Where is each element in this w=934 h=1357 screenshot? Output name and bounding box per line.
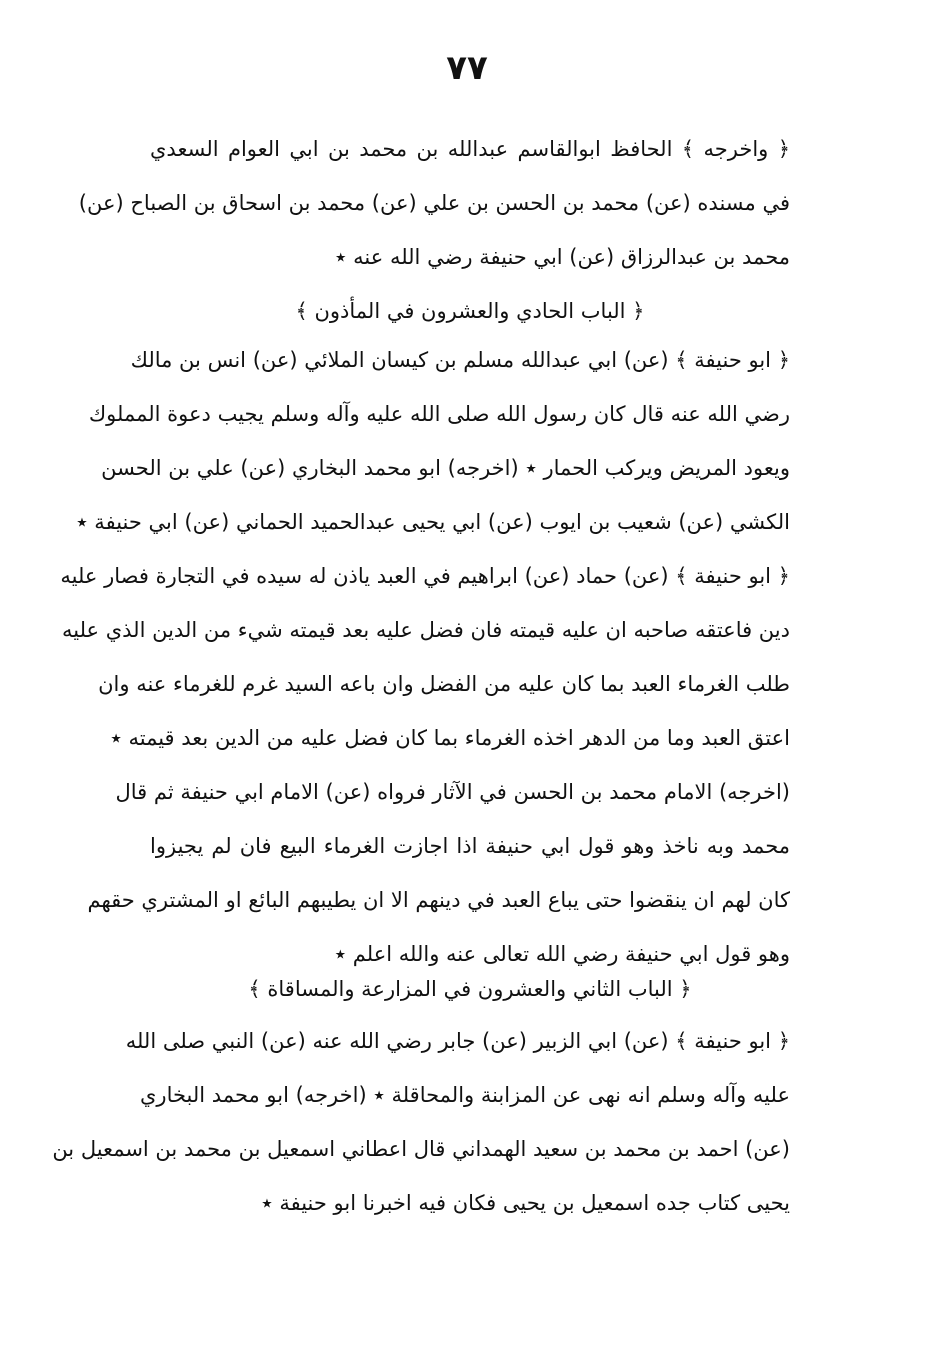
section-1-text: [78, 122, 790, 284]
text-line: (اخرجه) الامام محمد بن الحسن في الآثار فرواه (عن) الامام ابي حنيفة ثم قال: [115, 780, 790, 804]
section-3-text: [52, 1014, 790, 1230]
text-line: دين فاعتقه صاحبه ان عليه قيمته فان فضل عليه بعد قيمته شيء من الدين الذي عليه: [61, 618, 790, 642]
text-line: اعتق العبد وما من الدهر اخذه الغرماء بما كان فضل عليه من الدين بعد قيمته ٭: [110, 726, 790, 750]
text-line: محمد بن عبدالرزاق (عن) ابي حنيفة رضي الله عنه ٭: [335, 245, 790, 269]
text-line: وهو قول ابي حنيفة رضي الله تعالى عنه والله اعلم ٭: [334, 942, 790, 966]
text-line: محمد وبه ناخذ وهو قول ابي حنيفة اذا اجازت الغرماء البيع فان لم يجيزوا: [150, 834, 790, 858]
text-line: كان لهم ان ينقضوا حتى يباع العبد في دينهم الا ان يطيبهم البائع او المشتري حقهم: [87, 888, 790, 912]
text-line: رضي الله عنه قال كان رسول الله صلى الله عليه وآله وسلم يجيب دعوة المملوك: [88, 402, 790, 426]
text-line: في مسنده (عن) محمد بن الحسن بن علي (عن) محمد بن اسحاق بن الصباح (عن): [78, 191, 790, 215]
page-number: ٧٧: [446, 48, 488, 88]
text-line: عليه وآله وسلم انه نهى عن المزابنة والمحاقلة ٭ (اخرجه) ابو محمد البخاري: [140, 1083, 790, 1107]
chapter-heading-2-wrap: [150, 962, 790, 1016]
text-line: ﴿ ابو حنيفة ﴾ (عن) حماد (عن) ابراهيم في العبد ياذن له سيده في التجارة فصار عليه: [60, 564, 790, 588]
text-line: ويعود المريض ويركب الحمار ٭ (اخرجه) ابو محمد البخاري (عن) علي بن الحسن: [101, 456, 790, 480]
text-line: ﴿ ابو حنيفة ﴾ (عن) ابي الزبير (عن) جابر رضي الله عنه (عن) النبي صلى الله: [125, 1029, 790, 1053]
section-2-text: [60, 333, 790, 981]
chapter-heading: ﴿ الباب الثاني والعشرون في المزارعة والمساقاة ﴾: [248, 977, 692, 1001]
text-line: ﴿ واخرجه ﴾ الحافظ ابوالقاسم عبدالله بن محمد بن ابي العوام السعدي: [150, 137, 790, 161]
text-line: الكشي (عن) شعيب بن ايوب (عن) ابي يحيى عبدالحميد الحماني (عن) ابي حنيفة ٭: [76, 510, 790, 534]
chapter-heading: ﴿ الباب الحادي والعشرون في المأذون ﴾: [295, 299, 645, 323]
text-line: يحيى كتاب جده اسمعيل بن يحيى فكان فيه اخبرنا ابو حنيفة ٭: [261, 1191, 790, 1215]
chapter-heading-1-wrap: [150, 284, 790, 338]
text-line: ﴿ ابو حنيفة ﴾ (عن) ابي عبدالله مسلم بن كيسان الملائي (عن) انس بن مالك: [130, 348, 790, 372]
text-line: (عن) احمد بن محمد بن سعيد الهمداني قال اعطاني اسمعيل بن محمد بن اسمعيل بن: [52, 1137, 790, 1161]
text-line: طلب الغرماء العبد بما كان عليه من الفضل وان باعه السيد غرم للغرماء عنه وان: [98, 672, 790, 696]
